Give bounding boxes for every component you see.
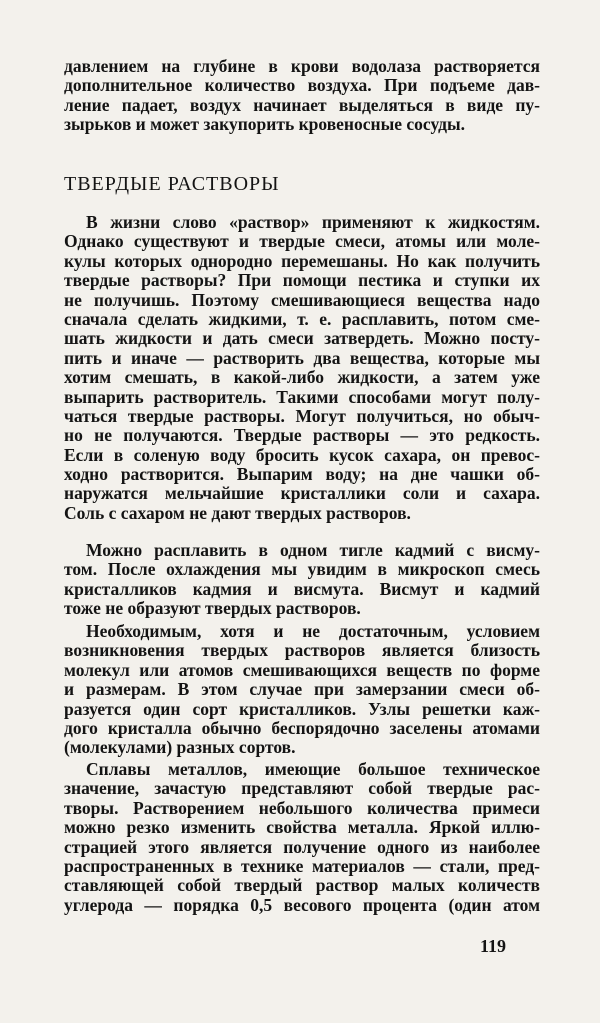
intro-paragraph [64, 57, 540, 135]
text-line: наружатся мельчайшие кристаллики соли и сахара. [64, 484, 540, 504]
text-line: сначала сделать жидкими, т. е. расплавить, потом сме- [64, 309, 540, 329]
text-line: но не получаются. Твердые растворы — это редкость. [64, 426, 540, 446]
text-line: В жизни слово «раствор» применяют к жидкостям. [86, 213, 540, 232]
text-line: и размерам. В этом случае при замерзании смеси об- [64, 680, 540, 700]
text-line: тоже не образуют твердых растворов. [64, 599, 361, 619]
text-line: значение, зачастую представляют собой твердые рас- [64, 779, 540, 799]
text-line: пить и иначе — растворить два вещества, которые мы [64, 348, 540, 368]
text-line: творы. Растворением небольшого количества примеси [64, 798, 540, 818]
text-line: дого кристалла обычно беспорядочно заселены атомами [64, 718, 540, 738]
text-line: можно резко изменить свойства металла. Яркой иллю- [64, 818, 540, 838]
text-line: молекул или атомов смешивающихся веществ по форме [64, 660, 540, 680]
text-line: твердые растворы? При помощи пестика и ступки их [64, 271, 540, 291]
text-line: зырьков и может закупорить кровеносные сосуды. [64, 115, 466, 135]
text-line: распространенных в технике материалов — стали, пред- [64, 856, 540, 876]
paragraph-4 [64, 760, 540, 915]
paragraph-1 [64, 213, 540, 523]
text-line: шать жидкости и дать смеси затвердеть. Можно посту- [64, 329, 540, 349]
text-line: том. После охлаждения мы увидим в микроскоп смесь [64, 560, 540, 580]
text-line: (молекулами) разных сортов. [64, 738, 296, 758]
text-line: дополнительное количество воздуха. При подъеме дав- [64, 76, 540, 96]
text-line: чаться твердые растворы. Могут получиться, но обыч- [64, 406, 540, 426]
text-line: углерода — порядка 0,5 весового процента (один атом [64, 895, 540, 915]
text-line: Соль с сахаром не дают твердых растворов. [64, 503, 411, 523]
paragraph-3 [64, 622, 540, 758]
text-line: ходно растворится. Выпарим воду; на дне чашки об- [64, 465, 540, 485]
page-number: 119 [480, 936, 507, 956]
text-line: Можно расплавить в одном тигле кадмий с висму- [86, 541, 540, 560]
text-line: Если в соленую воду бросить кусок сахара, он превос- [64, 445, 540, 465]
text-line: Сплавы металлов, имеющие большое техническое [86, 760, 540, 779]
text-line: Необходимым, хотя и не достаточным, условием [86, 622, 540, 641]
paragraph-2 [64, 541, 540, 619]
text-line: не получишь. Поэтому смешивающиеся вещества надо [64, 290, 540, 310]
text-line: возникновения твердых растворов является близость [64, 641, 540, 661]
text-line: ление падает, воздух начинает выделяться в виде пу- [64, 95, 540, 115]
text-line: кулы которых однородно перемешаны. Но как получить [64, 251, 540, 271]
text-line: ставляющей собой твердый раствор малых количеств [64, 876, 540, 896]
section-heading: ТВЕРДЫЕ РАСТВОРЫ [64, 173, 280, 195]
text-line: хотим смешать, в какой-либо жидкости, а затем уже [64, 368, 540, 388]
text-line: Однако существуют и твердые смеси, атомы или моле- [64, 232, 540, 252]
text-line: разуется один сорт кристалликов. Узлы решетки каж- [64, 699, 540, 719]
text-line: кристалликов кадмия и висмута. Висмут и кадмий [64, 579, 540, 599]
text-line: давлением на глубине в крови водолаза растворяется [64, 57, 540, 76]
text-line: выпарить растворитель. Такими способами могут полу- [64, 387, 540, 407]
text-line: страцией этого является получение одного из наиболее [64, 837, 540, 857]
